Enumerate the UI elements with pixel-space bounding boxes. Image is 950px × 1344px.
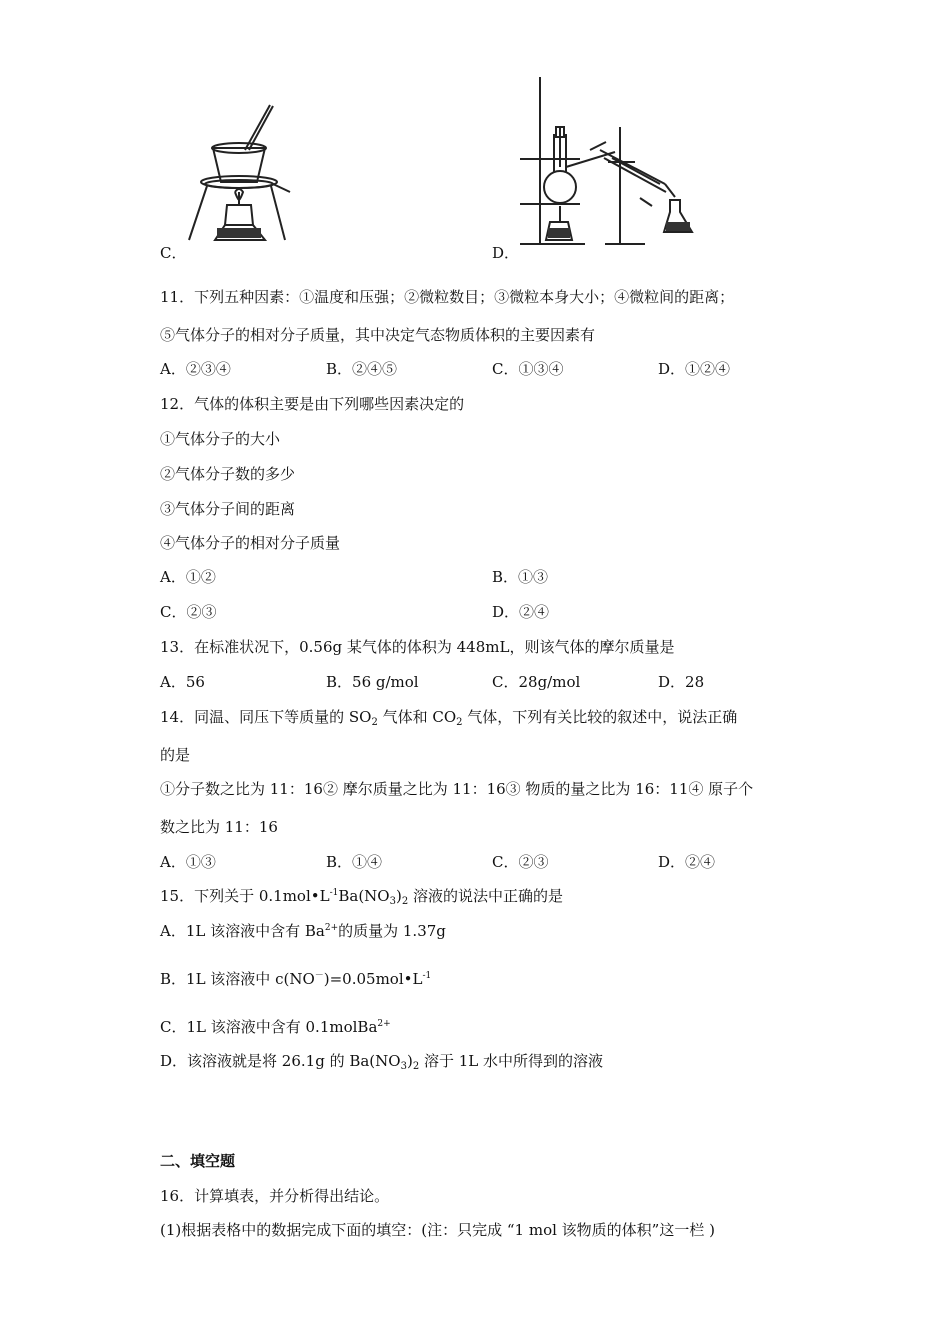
q11-stem-line2: ⑤气体分子的相对分子质量，其中决定气态物质体积的主要因素有 xyxy=(160,326,596,344)
q13-option-d[interactable]: D．28 xyxy=(658,673,705,691)
q11-option-b[interactable]: B．②④⑤ xyxy=(326,360,398,378)
q15-option-d[interactable]: D．该溶液就是将 26.1g 的 $Ba(NO_3)_2$ 溶于 1L 水中所得到的溶液 xyxy=(160,1052,603,1072)
q15-option-c[interactable]: C．1L 该溶液中含有 0.1molBa$^{2+}$ xyxy=(160,1018,391,1036)
q13-stem: 13．在标准状况下，0.56g 某气体的体积为 448mL，则该气体的摩尔质量是 xyxy=(160,638,675,656)
q14-stem-line1: 14．同温、同压下等质量的 $SO_2$ 气体和 $CO_2$ 气体，下列有关比较的叙述中，说法正确 xyxy=(160,708,738,728)
q14-option-a[interactable]: A．①③ xyxy=(160,853,216,871)
evaporation-apparatus-image xyxy=(185,100,295,250)
figure-c-label: C． xyxy=(160,244,187,262)
q15-stem: 15．下列关于 $0.1mol•L^{-1}Ba(NO_3)_2$ 溶液的说法中正确的是 xyxy=(160,887,563,907)
distillation-apparatus-image xyxy=(520,72,725,252)
q11-option-d[interactable]: D．①②④ xyxy=(658,360,731,378)
q15-option-a[interactable]: A．1L 该溶液中含有 $Ba^{2+}$的质量为 1.37g xyxy=(160,922,446,940)
q14-stem-line2: 的是 xyxy=(160,746,191,764)
q12-option-c[interactable]: C．②③ xyxy=(160,603,217,621)
q15-option-b[interactable]: B．1L 该溶液中 $c(NO^-)=0.05mol•L^{-1}$ xyxy=(160,970,432,988)
q11-option-a[interactable]: A．②③④ xyxy=(160,360,231,378)
q14-items-line1: ①分子数之比为 11：16② 摩尔质量之比为 11：16③ 物质的量之比为 16：11④ 原子个 xyxy=(160,780,754,798)
q12-option-b[interactable]: B．①③ xyxy=(492,568,549,586)
q13-option-c[interactable]: C．28g/mol xyxy=(492,673,581,691)
q13-option-a[interactable]: A．56 xyxy=(160,673,205,691)
q14-option-c[interactable]: C．②③ xyxy=(492,853,549,871)
q11-stem-line1: 11．下列五种因素：①温度和压强；②微粒数目；③微粒本身大小；④微粒间的距离； xyxy=(160,288,735,306)
q12-item-2: ②气体分子数的多少 xyxy=(160,465,296,483)
section-title-fill-in: 二、填空题 xyxy=(160,1152,236,1170)
q16-stem: 16．计算填表，并分析得出结论。 xyxy=(160,1187,390,1205)
figure-d-label: D． xyxy=(492,244,520,262)
q12-stem: 12．气体的体积主要是由下列哪些因素决定的 xyxy=(160,395,465,413)
q14-option-d[interactable]: D．②④ xyxy=(658,853,716,871)
q11-option-c[interactable]: C．①③④ xyxy=(492,360,564,378)
q14-option-b[interactable]: B．①④ xyxy=(326,853,383,871)
q12-option-a[interactable]: A．①② xyxy=(160,568,216,586)
q12-item-1: ①气体分子的大小 xyxy=(160,430,281,448)
q12-item-4: ④气体分子的相对分子质量 xyxy=(160,534,341,552)
q14-items-line2: 数之比为 11：16 xyxy=(160,818,278,836)
q12-item-3: ③气体分子间的距离 xyxy=(160,500,296,518)
q16-part1: (1)根据表格中的数据完成下面的填空：(注：只完成 “1 mol 该物质的体积”这一栏 ) xyxy=(160,1221,715,1239)
q13-option-b[interactable]: B．56 g/mol xyxy=(326,673,419,691)
q12-option-d[interactable]: D．②④ xyxy=(492,603,550,621)
